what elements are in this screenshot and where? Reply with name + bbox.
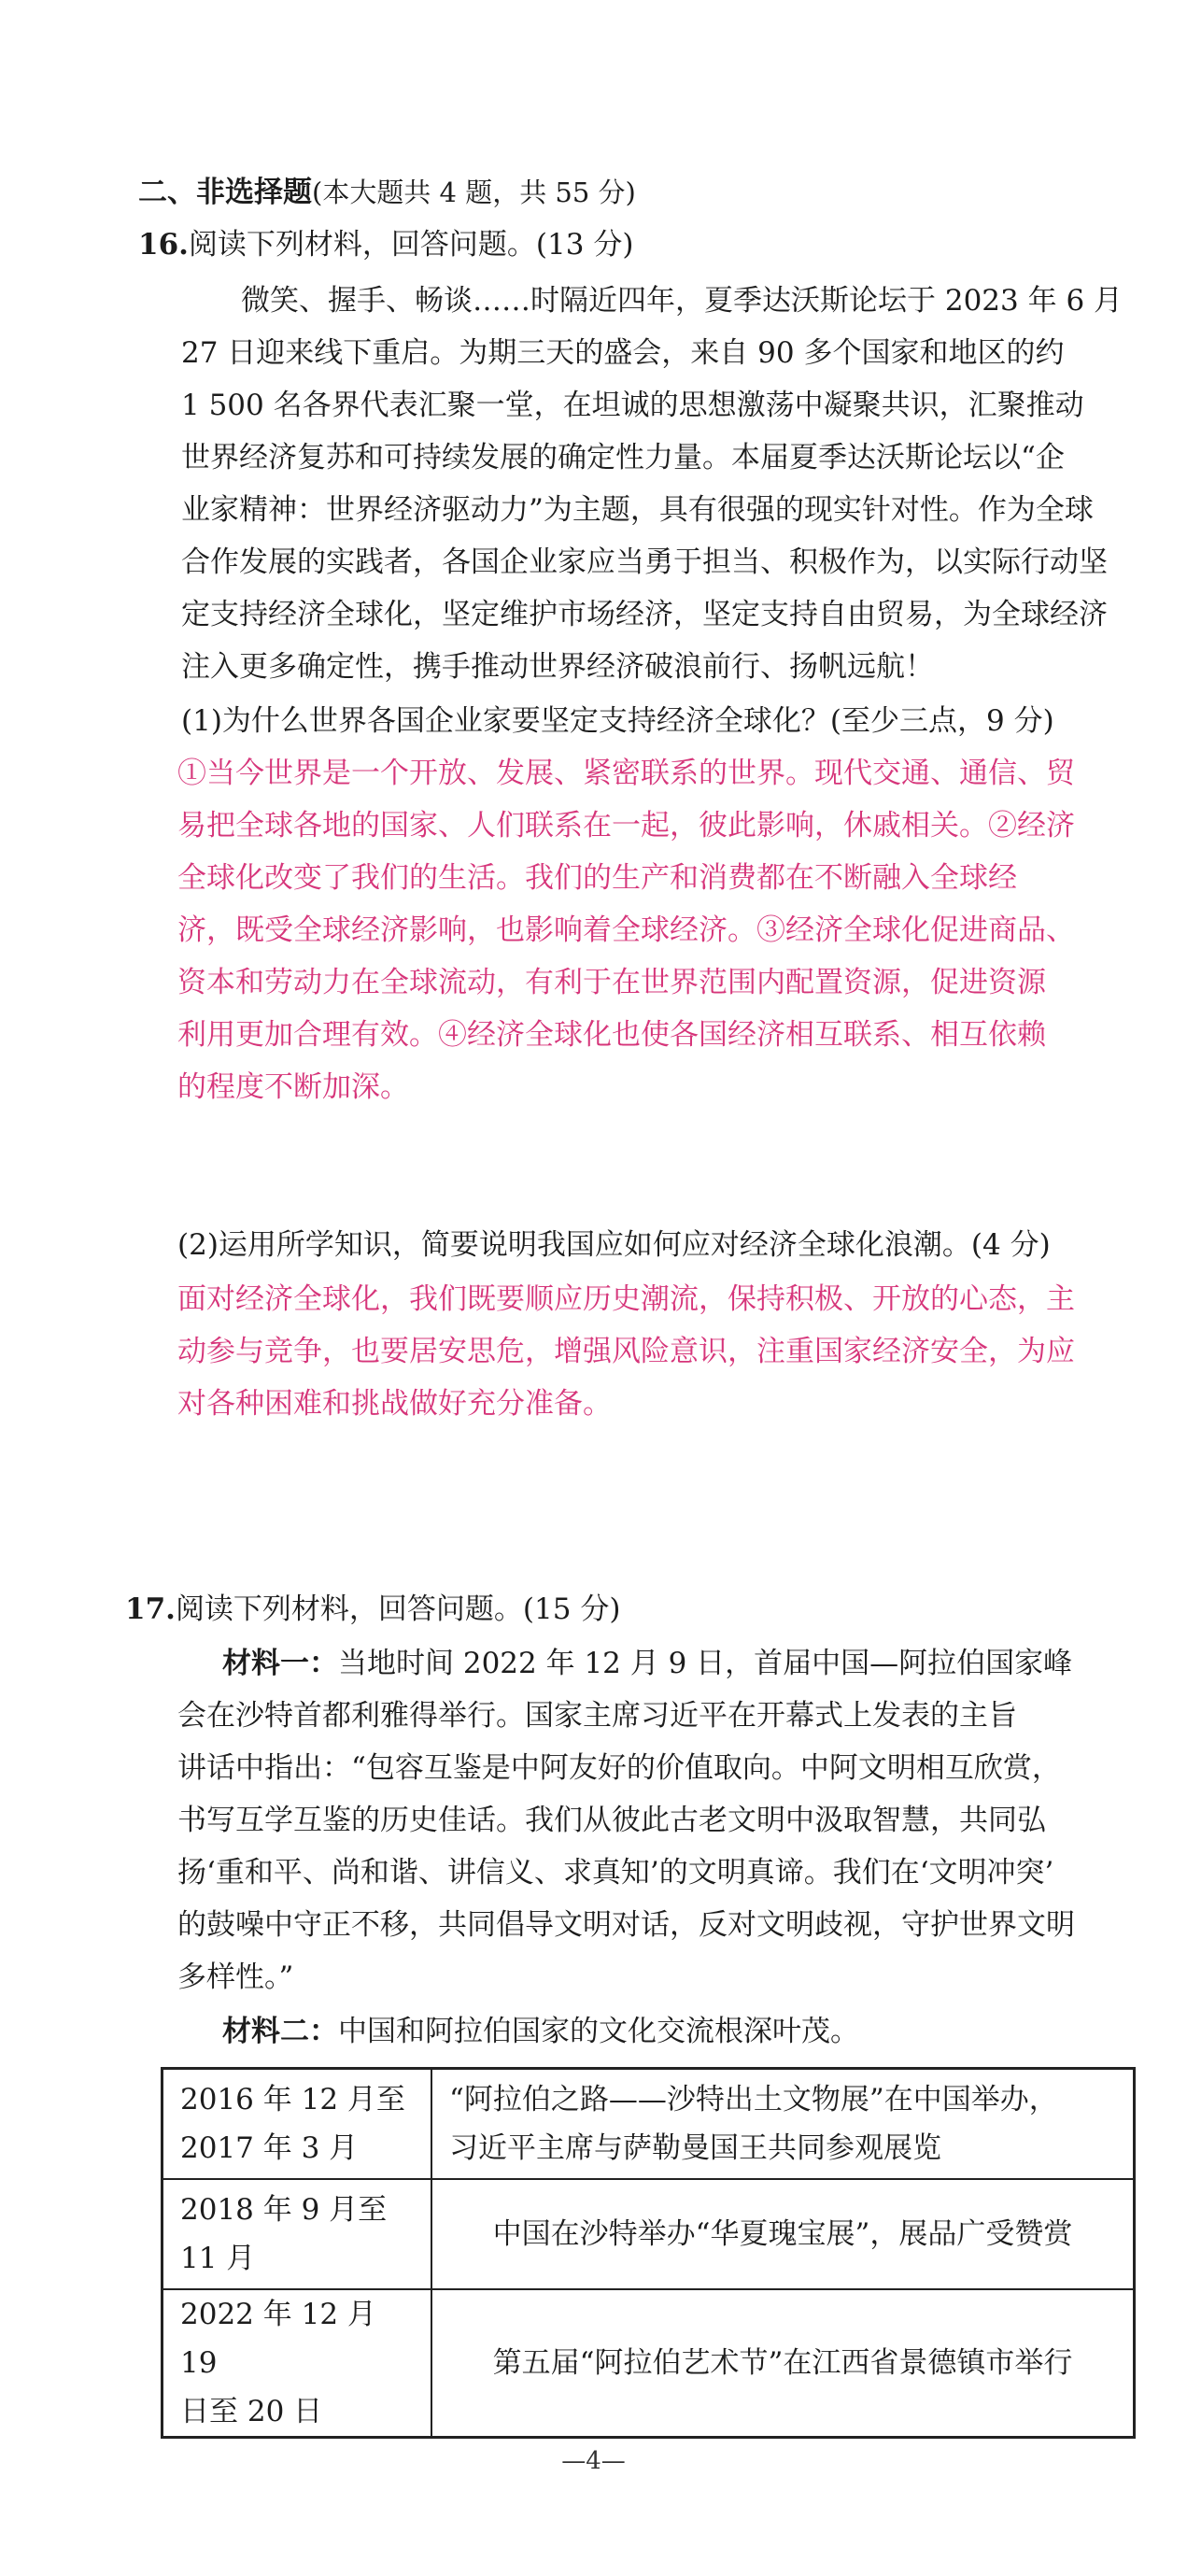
material1-label: 材料一：	[222, 1647, 338, 1680]
page-number: —4—	[561, 2447, 626, 2475]
q17-material1-line	[222, 1645, 1072, 1682]
exchange-table	[161, 2067, 1136, 2439]
answer-line: 资本和劳动力在全球流动，有利于在世界范围内配置资源，促进资源	[177, 966, 1046, 999]
q17-material1-line: 的鼓噪中守正不移，共同倡导文明对话，反对文明歧视，守护世界文明	[177, 1908, 1075, 1942]
answer-line: 利用更加合理有效。④经济全球化也使各国经济相互联系、相互依赖	[177, 1018, 1046, 1052]
table-cell-date	[163, 2179, 432, 2289]
q17-material1-line: 扬‘重和平、尚和谐、讲信义、求真知’的文明真谛。我们在‘文明冲突’	[177, 1856, 1054, 1890]
material2-text: 中国和阿拉伯国家的文化交流根深叶茂。	[338, 2015, 859, 2048]
answer-line: 全球化改变了我们的生活。我们的生产和消费都在不断融入全球经	[177, 861, 1017, 895]
q17-material2	[222, 2013, 859, 2050]
table-cell-event	[431, 2179, 1135, 2289]
q17-prompt-text: 阅读下列材料，回答问题。(15 分)	[175, 1592, 621, 1626]
material2-label: 材料二：	[222, 2015, 338, 2048]
section-header	[138, 174, 636, 211]
q16-number: 16.	[138, 228, 189, 262]
section-title: 二、非选择题	[138, 176, 312, 209]
event-line: 第五届“阿拉伯艺术节”在江西省景德镇市举行	[492, 2345, 1073, 2380]
answer-line: 的程度不断加深。	[177, 1070, 409, 1104]
answer-line: 济，既受全球经济影响，也影响着全球经济。③经济全球化促进商品、	[177, 913, 1075, 947]
table-cell-date	[163, 2069, 432, 2179]
q17-number: 17.	[125, 1592, 176, 1626]
date-line: 2022 年 12 月 19	[180, 2297, 376, 2380]
date-line: 2017 年 3 月	[180, 2130, 359, 2165]
q16-material-line: 世界经济复苏和可持续发展的确定性力量。本届夏季达沃斯论坛以“企	[181, 441, 1065, 474]
q16-sub2-question: (2)运用所学知识，简要说明我国应如何应对经济全球化浪潮。(4 分)	[177, 1228, 1051, 1262]
q17-prompt	[125, 1591, 620, 1628]
date-line: 2018 年 9 月至	[180, 2192, 388, 2227]
table-row	[163, 2069, 1135, 2179]
table-cell-date	[163, 2289, 432, 2438]
q16-material-line: 注入更多确定性，携手推动世界经济破浪前行、扬帆远航！	[181, 650, 934, 684]
event-line: 中国在沙特举办“华夏瑰宝展”，展品广受赞赏	[492, 2216, 1073, 2251]
q16-material-line: 微笑、握手、畅谈……时隔近四年，夏季达沃斯论坛于 2023 年 6 月	[241, 284, 1123, 318]
q16-sub1-question: (1)为什么世界各国企业家要坚定支持经济全球化？(至少三点，9 分)	[181, 704, 1054, 738]
table-row	[163, 2289, 1135, 2438]
date-line: 2016 年 12 月至	[180, 2082, 405, 2116]
answer-line: ①当今世界是一个开放、发展、紧密联系的世界。现代交通、通信、贸	[177, 757, 1075, 790]
event-line: 习近平主席与萨勒曼国王共同参观展览	[449, 2130, 941, 2165]
q17-material1-line: 会在沙特首都利雅得举行。国家主席习近平在开幕式上发表的主旨	[177, 1699, 1017, 1733]
answer-line: 对各种困难和挑战做好充分准备。	[177, 1387, 612, 1421]
q16-prompt	[138, 226, 633, 263]
q16-material-line: 合作发展的实践者，各国企业家应当勇于担当、积极作为，以实际行动坚	[181, 545, 1108, 579]
answer-line: 面对经济全球化，我们既要顺应历史潮流，保持积极、开放的心态，主	[177, 1282, 1075, 1316]
q16-material-line: 定支持经济全球化，坚定维护市场经济，坚定支持自由贸易，为全球经济	[181, 598, 1108, 631]
q16-prompt-text: 阅读下列材料，回答问题。(13 分)	[188, 228, 634, 262]
date-line: 日至 20 日	[180, 2394, 323, 2428]
event-line: “阿拉伯之路——沙特出土文物展”在中国举办，	[449, 2082, 1058, 2116]
date-line: 11 月	[180, 2241, 256, 2275]
q16-material-line: 1 500 名各界代表汇聚一堂，在坦诚的思想激荡中凝聚共识，汇聚推动	[181, 389, 1084, 422]
table-row	[163, 2179, 1135, 2289]
table-cell-event	[431, 2289, 1135, 2438]
q16-material-line: 业家精神：世界经济驱动力”为主题，具有很强的现实针对性。作为全球	[181, 493, 1094, 527]
q16-material-line: 27 日迎来线下重启。为期三天的盛会，来自 90 多个国家和地区的约	[181, 336, 1065, 370]
answer-line: 动参与竞争，也要居安思危，增强风险意识，注重国家经济安全，为应	[177, 1335, 1075, 1368]
material1-text: 当地时间 2022 年 12 月 9 日，首届中国—阿拉伯国家峰	[338, 1647, 1073, 1680]
q17-material1-line: 多样性。”	[177, 1960, 294, 1994]
answer-line: 易把全球各地的国家、人们联系在一起，彼此影响，休戚相关。②经济	[177, 809, 1075, 842]
table-cell-event	[431, 2069, 1135, 2179]
q17-material1-line: 讲话中指出：“包容互鉴是中阿友好的价值取向。中阿文明相互欣赏，	[177, 1751, 1061, 1785]
q17-material1-line: 书写互学互鉴的历史佳话。我们从彼此古老文明中汲取智慧，共同弘	[177, 1804, 1046, 1837]
section-note: (本大题共 4 题，共 55 分)	[312, 177, 636, 208]
